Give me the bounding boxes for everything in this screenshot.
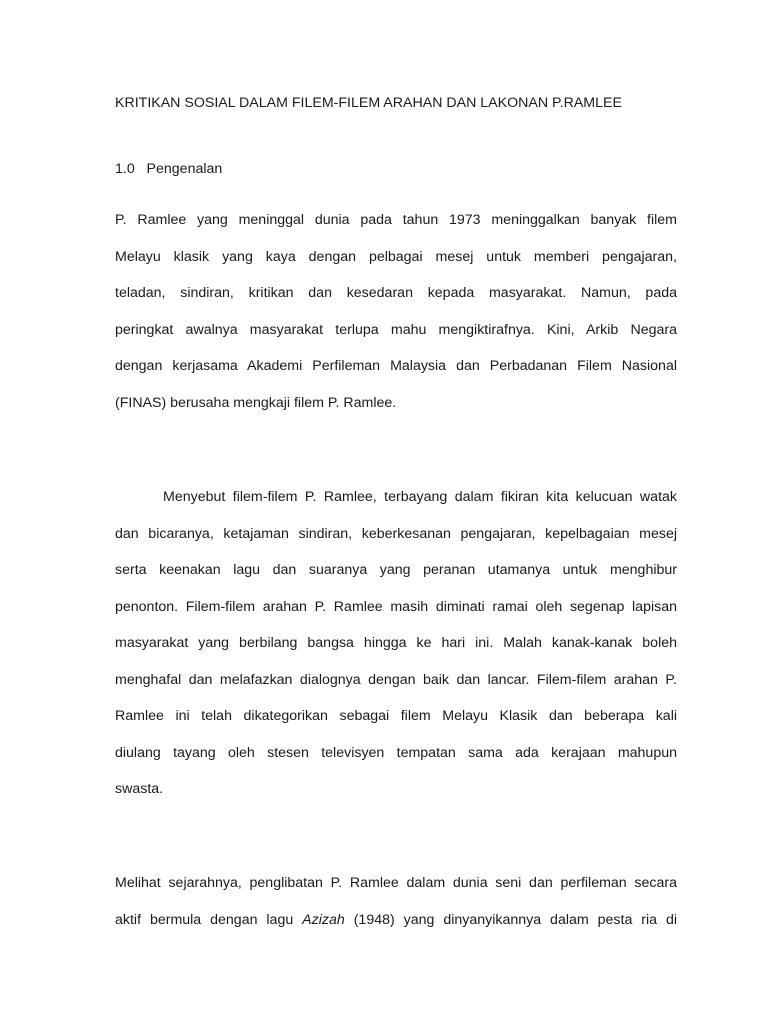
paragraph-line: (FINAS) berusaha mengkaji filem P. Ramlee.: [115, 394, 397, 411]
paragraph-line: dengan kerjasama Akademi Perfileman Malaysia dan Perbadanan Filem Nasional: [115, 358, 677, 374]
paragraph-line: penonton. Filem-filem arahan P. Ramlee masih diminati ramai oleh segenap lapisan: [115, 598, 677, 615]
paragraph-line: serta keenakan lagu dan suaranya yang peranan utamanya untuk menghibur: [115, 562, 677, 578]
paragraph-line: dan bicaranya, ketajaman sindiran, keberkesanan pengajaran, kepelbagaian mesej: [115, 525, 677, 542]
paragraph-line-text: Menyebut filem-filem P. Ramlee, terbayang dalam fikiran kita kelucuan watak: [163, 489, 677, 505]
paragraph-line: Melihat sejarahnya, penglibatan P. Ramlee dalam dunia seni dan perfileman secara: [115, 875, 677, 891]
paragraph-text: aktif bermula dengan lagu: [115, 911, 294, 928]
document-title: KRITIKAN SOSIAL DALAM FILEM-FILEM ARAHAN DAN LAKONAN P.RAMLEE: [115, 95, 622, 111]
paragraph-intro: [115, 202, 677, 421]
paragraph-line: diulang tayang oleh stesen televisyen tempatan sama ada kerajaan mahupun: [115, 744, 677, 761]
paragraph-history: [115, 865, 677, 938]
song-title-italic: Azizah: [302, 911, 345, 928]
paragraph-text: (1948) yang dinyanyikannya dalam pesta ria di: [353, 911, 677, 928]
paragraph-line: swasta.: [115, 781, 164, 797]
paragraph-line: Ramlee ini telah dikategorikan sebagai filem Melayu Klasik dan beberapa kali: [115, 708, 677, 724]
paragraph-films: [115, 479, 677, 808]
paragraph-line-mixed: [115, 902, 677, 939]
paragraph-line: P. Ramlee yang meninggal dunia pada tahun 1973 meninggalkan banyak filem: [115, 212, 677, 228]
paragraph-line: teladan, sindiran, kritikan dan kesedaran kepada masyarakat. Namun, pada: [115, 285, 677, 301]
paragraph-line: Melayu klasik yang kaya dengan pelbagai mesej untuk memberi pengajaran,: [115, 248, 677, 265]
paragraph-line: masyarakat yang berbilang bangsa hingga ke hari ini. Malah kanak-kanak boleh: [115, 635, 677, 651]
paragraph-line-indented: [115, 479, 677, 516]
paragraph-line: peringkat awalnya masyarakat terlupa mahu mengiktirafnya. Kini, Arkib Negara: [115, 321, 677, 338]
paragraph-line: menghafal dan melafazkan dialognya dengan baik dan lancar. Filem-filem arahan P.: [115, 671, 677, 688]
section-heading: 1.0 Pengenalan: [115, 161, 223, 177]
